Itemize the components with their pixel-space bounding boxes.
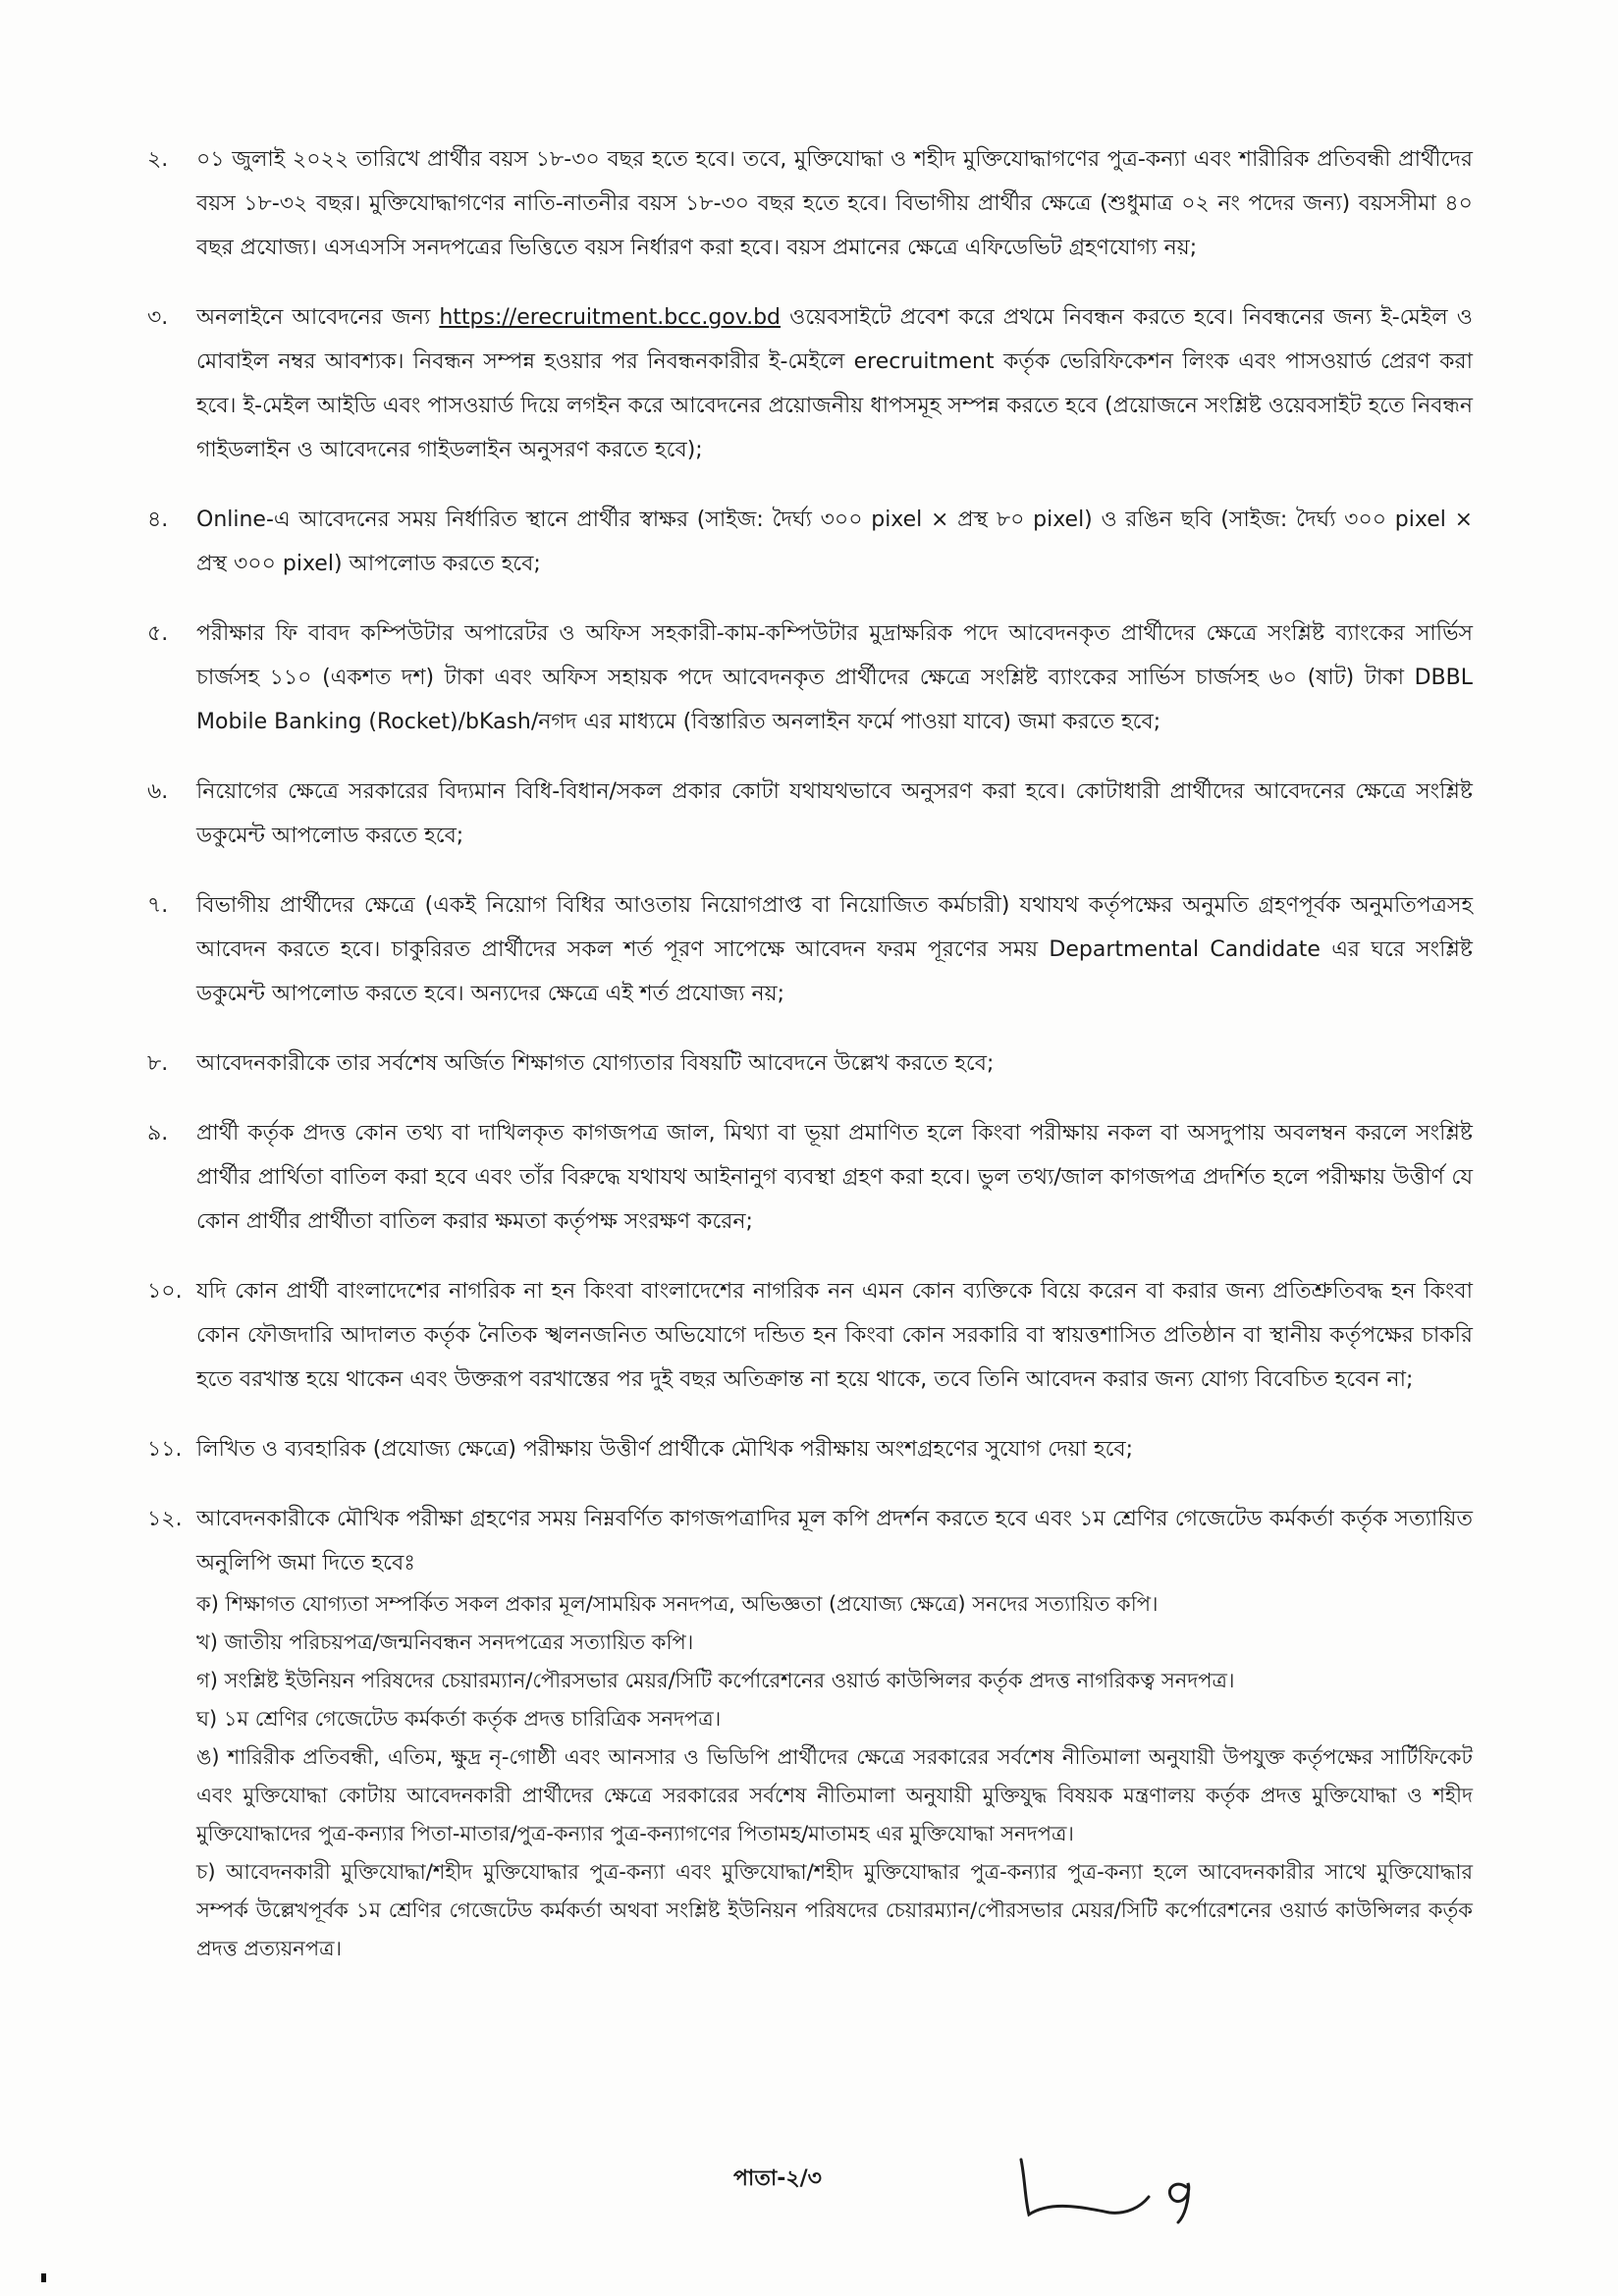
list-item xyxy=(147,1427,1473,1471)
signature-icon xyxy=(1011,2150,1237,2228)
item-text-before-link: অনলাইনে আবেদনের জন্য xyxy=(196,305,440,330)
sub-list-item: ক) শিক্ষাগত যোগ্যতা সম্পর্কিত সকল প্রকার মূল/সাময়িক সনদপত্র, অভিজ্ঞতা (প্রযোজ্য ক্ষেত্রে) সনদের সত্যায়িত কপি। xyxy=(196,1592,1159,1616)
list-item xyxy=(147,770,1473,858)
sub-list-item: ঘ) ১ম শ্রেণির গেজেটেড কর্মকর্তা কর্তৃক প্রদত্ত চারিত্রিক সনদপত্র। xyxy=(196,1707,722,1731)
list-item xyxy=(147,612,1473,744)
item-text: আবেদনকারীকে তার সর্বশেষ অর্জিত শিক্ষাগত যোগ্যতার বিষয়টি আবেদনে উল্লেখ করতে হবে; xyxy=(196,1051,995,1076)
sub-list-item: খ) জাতীয় পরিচয়পত্র/জন্মনিবন্ধন সনদপত্রের সত্যায়িত কপি। xyxy=(196,1630,694,1654)
list-item xyxy=(147,883,1473,1016)
documents-sublist xyxy=(196,1585,1473,1968)
item-text: প্রার্থী কর্তৃক প্রদত্ত কোন তথ্য বা দাখিলকৃত কাগজপত্র জাল, মিথ্যা বা ভূয়া প্রমাণিত হলে কিংবা পরীক্ষায় নকল বা অসদুপায় অবলম্বন করলে সংশ্লিষ্ট প্রার্থীর প্রার্থিতা বাতিল করা হবে এবং তাঁর বিরুদ্ধে যথাযথ আইনানুগ ব্যবস্থা গ্রহণ করা হবে। ভুল তথ্য/জাল কাগজপত্র প্রদর্শিত হলে পরীক্ষায় উত্তীর্ণ যে কোন প্রার্থীর প্রার্থীতা বাতিল করার ক্ষমতা কর্তৃপক্ষ সংরক্ষণ করেন; xyxy=(196,1121,1473,1234)
sub-list-item: ঙ) শারিরীক প্রতিবন্ধী, এতিম, ক্ষুদ্র নৃ-গোষ্ঠী এবং আনসার ও ভিডিপি প্রার্থীদের ক্ষেত্রে সরকারের সর্বশেষ নীতিমালা অনুযায়ী উপযুক্ত কর্তৃপক্ষের সার্টিফিকেট এবং মুক্তিযোদ্ধা কোটায় আবেদনকারী প্রার্থীদের ক্ষেত্রে সরকারের সর্বশেষ নীতিমালা অনুযায়ী মুক্তিযুদ্ধ বিষয়ক মন্ত্রণালয় কর্তৃক প্রদত্ত মুক্তিযোদ্ধা ও শহীদ মুক্তিযোদ্ধাদের পুত্র-কন্যার পিতা-মাতার/পুত্র-কন্যার পুত্র-কন্যাগণের পিতামহ/মাতামহ এর মুক্তিযোদ্ধা সনদপত্র। xyxy=(196,1745,1473,1845)
item-number: ৫. xyxy=(147,621,169,646)
item-text xyxy=(196,295,1473,472)
list-item xyxy=(147,1269,1473,1402)
item-number: ৩. xyxy=(147,305,169,330)
scan-mark xyxy=(41,2273,46,2282)
item-number: ২. xyxy=(147,147,169,172)
item-text: নিয়োগের ক্ষেত্রে সরকারের বিদ্যমান বিধি-বিধান/সকল প্রকার কোটা যথাযথভাবে অনুসরণ করা হবে। কোটাধারী প্রার্থীদের আবেদনের ক্ষেত্রে সংশ্লিষ্ট ডকুমেন্ট আপলোড করতে হবে; xyxy=(196,779,1473,848)
item-text: লিখিত ও ব্যবহারিক (প্রযোজ্য ক্ষেত্রে) পরীক্ষায় উত্তীর্ণ প্রার্থীকে মৌখিক পরীক্ষায় অংশগ্রহণের সুযোগ দেয়া হবে; xyxy=(196,1437,1134,1462)
item-text: পরীক্ষার ফি বাবদ কম্পিউটার অপারেটর ও অফিস সহকারী-কাম-কম্পিউটার মুদ্রাক্ষরিক পদে আবেদনকৃত প্রার্থীদের ক্ষেত্রে সংশ্লিষ্ট ব্যাংকের সার্ভিস চার্জসহ ১১০ (একশত দশ) টাকা এবং অফিস সহায়ক পদে আবেদনকৃত প্রার্থীদের ক্ষেত্রে সংশ্লিষ্ট ব্যাংকের সার্ভিস চার্জসহ ৬০ (ষাট) টাকা DBBL Mobile Banking (Rocket)/bKash/নগদ এর মাধ্যমে (বিস্তারিত অনলাইন ফর্মে পাওয়া যাবে) জমা করতে হবে; xyxy=(196,621,1473,734)
item-text: ০১ জুলাই ২০২২ তারিখে প্রার্থীর বয়স ১৮-৩০ বছর হতে হবে। তবে, মুক্তিযোদ্ধা ও শহীদ মুক্তিযোদ্ধাগণের পুত্র-কন্যা এবং শারীরিক প্রতিবন্ধী প্রার্থীদের বয়স ১৮-৩২ বছর। মুক্তিযোদ্ধাগণের নাতি-নাতনীর বয়স ১৮-৩০ বছর হতে হবে। বিভাগীয় প্রার্থীর ক্ষেত্রে (শুধুমাত্র ০২ নং পদের জন্য) বয়সসীমা ৪০ বছর প্রযোজ্য। এসএসসি সনদপত্রের ভিত্তিতে বয়স নির্ধারণ করা হবে। বয়স প্রমানের ক্ষেত্রে এফিডেভিট গ্রহণযোগ্য নয়; xyxy=(196,147,1473,260)
documents-intro: আবেদনকারীকে মৌখিক পরীক্ষা গ্রহণের সময় নিম্নবর্ণিত কাগজপত্রাদির মূল কপি প্রদর্শন করতে হবে এবং ১ম শ্রেণির গেজেটেড কর্মকর্তা কর্তৃক সত্যায়িত অনুলিপি জমা দিতে হবেঃ xyxy=(196,1507,1473,1575)
document-content xyxy=(147,137,1473,1994)
list-item xyxy=(147,498,1473,586)
website-link[interactable]: https://erecruitment.bcc.gov.bd xyxy=(439,305,782,330)
item-text: Online-এ আবেদনের সময় নির্ধারিত স্থানে প্রার্থীর স্বাক্ষর (সাইজ: দৈর্ঘ্য ৩০০ pixel × প্রস্থ ৮০ pixel) ও রঙিন ছবি (সাইজ: দৈর্ঘ্য ৩০০ pixel × প্রস্থ ৩০০ pixel) আপলোড করতে হবে; xyxy=(196,507,1473,576)
list-item xyxy=(147,1111,1473,1244)
list-item xyxy=(147,295,1473,472)
sub-list-item: গ) সংশ্লিষ্ট ইউনিয়ন পরিষদের চেয়ারম্যান/পৌরসভার মেয়র/সিটি কর্পোরেশনের ওয়ার্ড কাউন্সিলর কর্তৃক প্রদত্ত নাগরিকত্ব সনদপত্র। xyxy=(196,1669,1235,1692)
item-text-after-link: ওয়েবসাইটে প্রবেশ করে প্রথমে নিবন্ধন করতে হবে। নিবন্ধনের জন্য ই-মেইল ও মোবাইল নম্বর আবশ্যক। নিবন্ধন সম্পন্ন হওয়ার পর নিবন্ধনকারীর ই-মেইলে erecruitment কর্তৃক ভেরিফিকেশন লিংক এবং পাসওয়ার্ড প্রেরণ করা হবে। ই-মেইল আইডি এবং পাসওয়ার্ড দিয়ে লগইন করে আবেদনের প্রয়োজনীয় ধাপসমূহ সম্পন্ন করতে হবে (প্রয়োজনে সংশ্লিষ্ট ওয়েবসাইট হতে নিবন্ধন গাইডলাইন ও আবেদনের গাইডলাইন অনুসরণ করতে হবে); xyxy=(196,305,1473,462)
item-number: ৮. xyxy=(147,1051,169,1076)
list-item-documents xyxy=(147,1497,1473,1968)
list-item xyxy=(147,1041,1473,1086)
item-number: ৬. xyxy=(147,779,169,804)
item-number: ১২. xyxy=(147,1507,183,1531)
item-text: বিভাগীয় প্রার্থীদের ক্ষেত্রে (একই নিয়োগ বিধির আওতায় নিয়োগপ্রাপ্ত বা নিয়োজিত কর্মচারী) যথাযথ কর্তৃপক্ষের অনুমতি গ্রহণপূর্বক অনুমতিপত্রসহ আবেদন করতে হবে। চাকুরিরত প্রার্থীদের সকল শর্ত পূরণ সাপেক্ষে আবেদন ফরম পূরণের সময় Departmental Candidate এর ঘরে সংশ্লিষ্ট ডকুমেন্ট আপলোড করতে হবে। অন্যদের ক্ষেত্রে এই শর্ত প্রযোজ্য নয়; xyxy=(196,893,1473,1006)
sub-list-item: চ) আবেদনকারী মুক্তিযোদ্ধা/শহীদ মুক্তিযোদ্ধার পুত্র-কন্যা এবং মুক্তিযোদ্ধা/শহীদ মুক্তিযোদ্ধার পুত্র-কন্যার পুত্র-কন্যা হলে আবেদনকারীর সাথে মুক্তিযোদ্ধার সম্পর্ক উল্লেখপূর্বক ১ম শ্রেণির গেজেটেড কর্মকর্তা অথবা সংশ্লিষ্ট ইউনিয়ন পরিষদের চেয়ারম্যান/পৌরসভার মেয়র/সিটি কর্পোরেশনের ওয়ার্ড কাউন্সিলর কর্তৃক প্রদত্ত প্রত্যয়নপত্র। xyxy=(196,1860,1473,1960)
item-number: ৪. xyxy=(147,507,169,532)
list-item xyxy=(147,137,1473,270)
item-number: ১১. xyxy=(147,1437,183,1462)
item-text: যদি কোন প্রার্থী বাংলাদেশের নাগরিক না হন কিংবা বাংলাদেশের নাগরিক নন এমন কোন ব্যক্তিকে বিয়ে করেন বা করার জন্য প্রতিশ্রুতিবদ্ধ হন কিংবা কোন ফৌজদারি আদালত কর্তৃক নৈতিক স্খলনজনিত অভিযোগে দন্ডিত হন কিংবা কোন সরকারি বা স্বায়ত্তশাসিত প্রতিষ্ঠান বা স্থানীয় কর্তৃপক্ষের চাকরি হতে বরখাস্ত হয়ে থাকেন এবং উক্তরূপ বরখাস্তের পর দুই বছর অতিক্রান্ত না হয়ে থাকে, তবে তিনি আবেদন করার জন্য যোগ্য বিবেচিত হবেন না; xyxy=(196,1279,1473,1392)
item-number: ১০. xyxy=(147,1279,183,1304)
page-number: পাতা-২/৩ xyxy=(733,2166,822,2191)
item-number: ৭. xyxy=(147,893,169,918)
item-number: ৯. xyxy=(147,1121,169,1146)
item-text xyxy=(196,1497,1473,1968)
